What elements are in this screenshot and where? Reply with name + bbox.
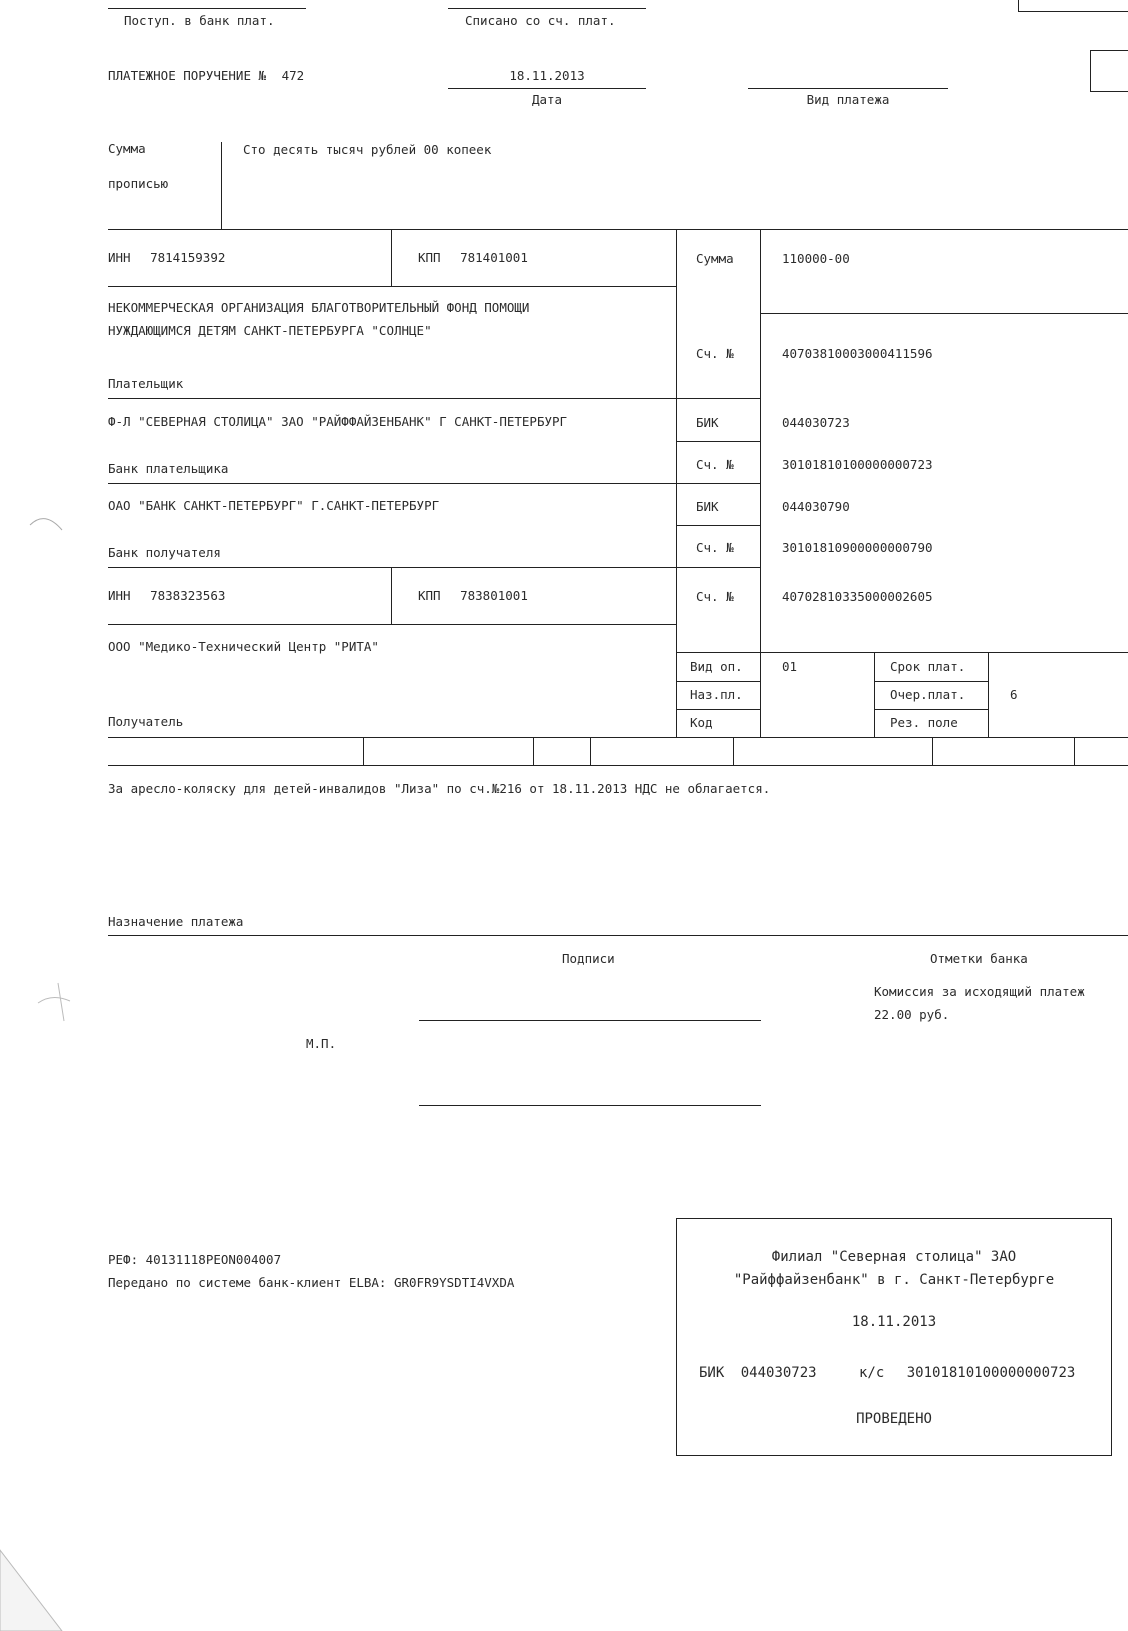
purpose-code-label: Наз.пл. [690, 687, 743, 702]
purpose-bottom-line [108, 935, 1128, 936]
payer-corr-account: 30101810100000000723 [782, 457, 933, 472]
payment-type-label: Вид платежа [806, 92, 890, 107]
payee-bank-block-bottom [108, 567, 760, 568]
stamp-bik [699, 1365, 817, 1381]
payee-account: 40702810335000002605 [782, 589, 933, 604]
optype-table-top [676, 652, 1128, 653]
payer-kpp [418, 250, 528, 265]
payee-bank-name: ОАО "БАНК САНКТ-ПЕТЕРБУРГ" Г.САНКТ-ПЕТЕРБУРГ [108, 498, 440, 513]
payee-bank-label: Банк получателя [108, 545, 221, 560]
op-type-label: Вид оп. [690, 659, 743, 674]
tax-divider-2 [533, 737, 534, 765]
payer-label: Плательщик [108, 376, 184, 391]
payee-corr-label: Сч. № [696, 540, 734, 555]
payer-account-label: Сч. № [696, 346, 734, 361]
signatures-label: Подписи [562, 951, 615, 966]
optype-col-divider-1 [760, 652, 761, 737]
optype-row2-bottom-right [874, 709, 988, 710]
payer-bik-label: БИК [696, 415, 719, 430]
payer-inn-kpp-divider [391, 229, 392, 286]
stamp-line-2: "Райффайзенбанк" в г. Санкт-Петербурге [733, 1272, 1055, 1288]
code-label: Код [690, 715, 713, 730]
tax-divider-3 [590, 737, 591, 765]
signature-line-2 [419, 1105, 761, 1106]
payee-bik: 044030790 [782, 499, 850, 514]
priority-value: 6 [1010, 687, 1018, 702]
bank-marks-label: Отметки банка [930, 951, 1028, 966]
payee-inn-kpp-divider [391, 567, 392, 624]
tax-row-top [108, 737, 1128, 738]
ref-number: РЕФ: 40131118PEON004007 [108, 1252, 282, 1267]
sum-value: 110000-00 [782, 251, 850, 266]
purpose-label: Назначение платежа [108, 914, 244, 929]
payer-corr-label: Сч. № [696, 457, 734, 472]
term-label: Срок плат. [890, 659, 966, 674]
tax-divider-5 [932, 737, 933, 765]
received-label: Поступ. в банк плат. [124, 13, 275, 28]
payment-type-line [748, 88, 948, 89]
stamp-bik-value: 044030723 [740, 1365, 817, 1381]
stamp-line-1: Филиал "Северная столица" ЗАО [771, 1249, 1017, 1265]
stamp-ks-label: к/с [859, 1365, 885, 1381]
sum-words-divider [221, 142, 222, 229]
payer-name-line-2: НУЖДАЮЩИМСЯ ДЕТЯМ САНКТ-ПЕТЕРБУРГА "СОЛНЦЕ" [108, 323, 432, 338]
stamp-ks [859, 1365, 1075, 1381]
optype-row1-bottom-left [676, 681, 760, 682]
payer-inn-row-bottom [108, 286, 676, 287]
payee-inn-label: ИНН [108, 588, 131, 603]
payer-kpp-value: 781401001 [460, 250, 528, 265]
commission-line-1: Комиссия за исходящий платеж [874, 984, 1085, 999]
sum-words-label-1: Сумма [108, 141, 146, 156]
optype-col-divider-3 [988, 652, 989, 737]
grid-top-line [108, 229, 1128, 230]
stamp-ks-value: 30101810100000000723 [906, 1365, 1076, 1381]
debited-date-line [448, 8, 646, 9]
sum-words-value: Сто десять тысяч рублей 00 копеек [243, 142, 492, 157]
form-code-box [1090, 50, 1128, 92]
payer-account: 40703810003000411596 [782, 346, 933, 361]
payee-account-label: Сч. № [696, 589, 734, 604]
payee-label: Получатель [108, 714, 184, 729]
payee-inn [108, 588, 225, 603]
payer-block-bottom [108, 398, 760, 399]
title-text: ПЛАТЕЖНОЕ ПОРУЧЕНИЕ № [108, 68, 267, 83]
payee-kpp-value: 783801001 [460, 588, 528, 603]
payer-bank-label: Банк плательщика [108, 461, 229, 476]
document-title [108, 68, 304, 83]
purpose-text: За аресло-коляску для детей-инвалидов "Лиза" по сч.№216 от 18.11.2013 НДС не облагается. [108, 781, 771, 796]
optype-row2-bottom-left [676, 709, 760, 710]
scan-corner-shadow [0, 1540, 80, 1631]
priority-label: Очер.плат. [890, 687, 966, 702]
bank-stamp [676, 1218, 1112, 1456]
scan-mark-1 [20, 500, 70, 540]
optype-col-divider-2 [874, 652, 875, 737]
tax-divider-4 [733, 737, 734, 765]
transfer-system: Передано по системе банк-клиент ELBA: GR0FR9YSDTI4VXDA [108, 1275, 515, 1290]
tax-divider-6 [1074, 737, 1075, 765]
stamp-bik-label: БИК [699, 1365, 725, 1381]
payer-bik-row-bottom [676, 441, 760, 442]
tax-divider-1 [363, 737, 364, 765]
date-line [448, 88, 646, 89]
received-date-line [108, 8, 306, 9]
document-date: 18.11.2013 [509, 68, 585, 83]
payer-name-line-1: НЕКОММЕРЧЕСКАЯ ОРГАНИЗАЦИЯ БЛАГОТВОРИТЕЛЬНЫЙ ФОНД ПОМОЩИ [108, 300, 530, 315]
reserve-label: Рез. поле [890, 715, 958, 730]
payee-kpp [418, 588, 528, 603]
payer-bank-name: Ф-Л "СЕВЕРНАЯ СТОЛИЦА" ЗАО "РАЙФФАЙЗЕНБАНК" Г САНКТ-ПЕТЕРБУРГ [108, 414, 568, 429]
stamp-place: М.П. [306, 1036, 337, 1051]
grid-label-col-divider [760, 229, 761, 652]
header-corner-box [1018, 0, 1128, 12]
payer-inn [108, 250, 225, 265]
debited-label: Списано со сч. плат. [465, 13, 616, 28]
payer-inn-label: ИНН [108, 250, 131, 265]
sum-label: Сумма [696, 251, 734, 266]
payer-bank-block-bottom [108, 483, 760, 484]
document-number: 472 [281, 68, 305, 83]
signature-line-1 [419, 1020, 761, 1021]
stamp-date: 18.11.2013 [851, 1314, 937, 1330]
optype-row1-bottom-right [874, 681, 988, 682]
payer-bik: 044030723 [782, 415, 850, 430]
payee-inn-value: 7838323563 [150, 588, 226, 603]
commission-line-2: 22.00 руб. [874, 1007, 950, 1022]
stamp-status: ПРОВЕДЕНО [856, 1411, 932, 1427]
payer-inn-value: 7814159392 [150, 250, 226, 265]
sum-words-label-2: прописью [108, 176, 169, 191]
payee-bik-row-bottom [676, 525, 760, 526]
payer-kpp-label: КПП [418, 250, 441, 265]
payee-bik-label: БИК [696, 499, 719, 514]
payee-name: ООО "Медико-Технический Центр "РИТА" [108, 639, 379, 654]
payee-corr-account: 30101810900000000790 [782, 540, 933, 555]
payee-kpp-label: КПП [418, 588, 441, 603]
sum-row-bottom [760, 313, 1128, 314]
op-type-value: 01 [782, 659, 798, 674]
tax-row-bottom [108, 765, 1128, 766]
payee-inn-row-bottom [108, 624, 676, 625]
scan-mark-2 [30, 975, 90, 1035]
date-label: Дата [531, 92, 563, 107]
